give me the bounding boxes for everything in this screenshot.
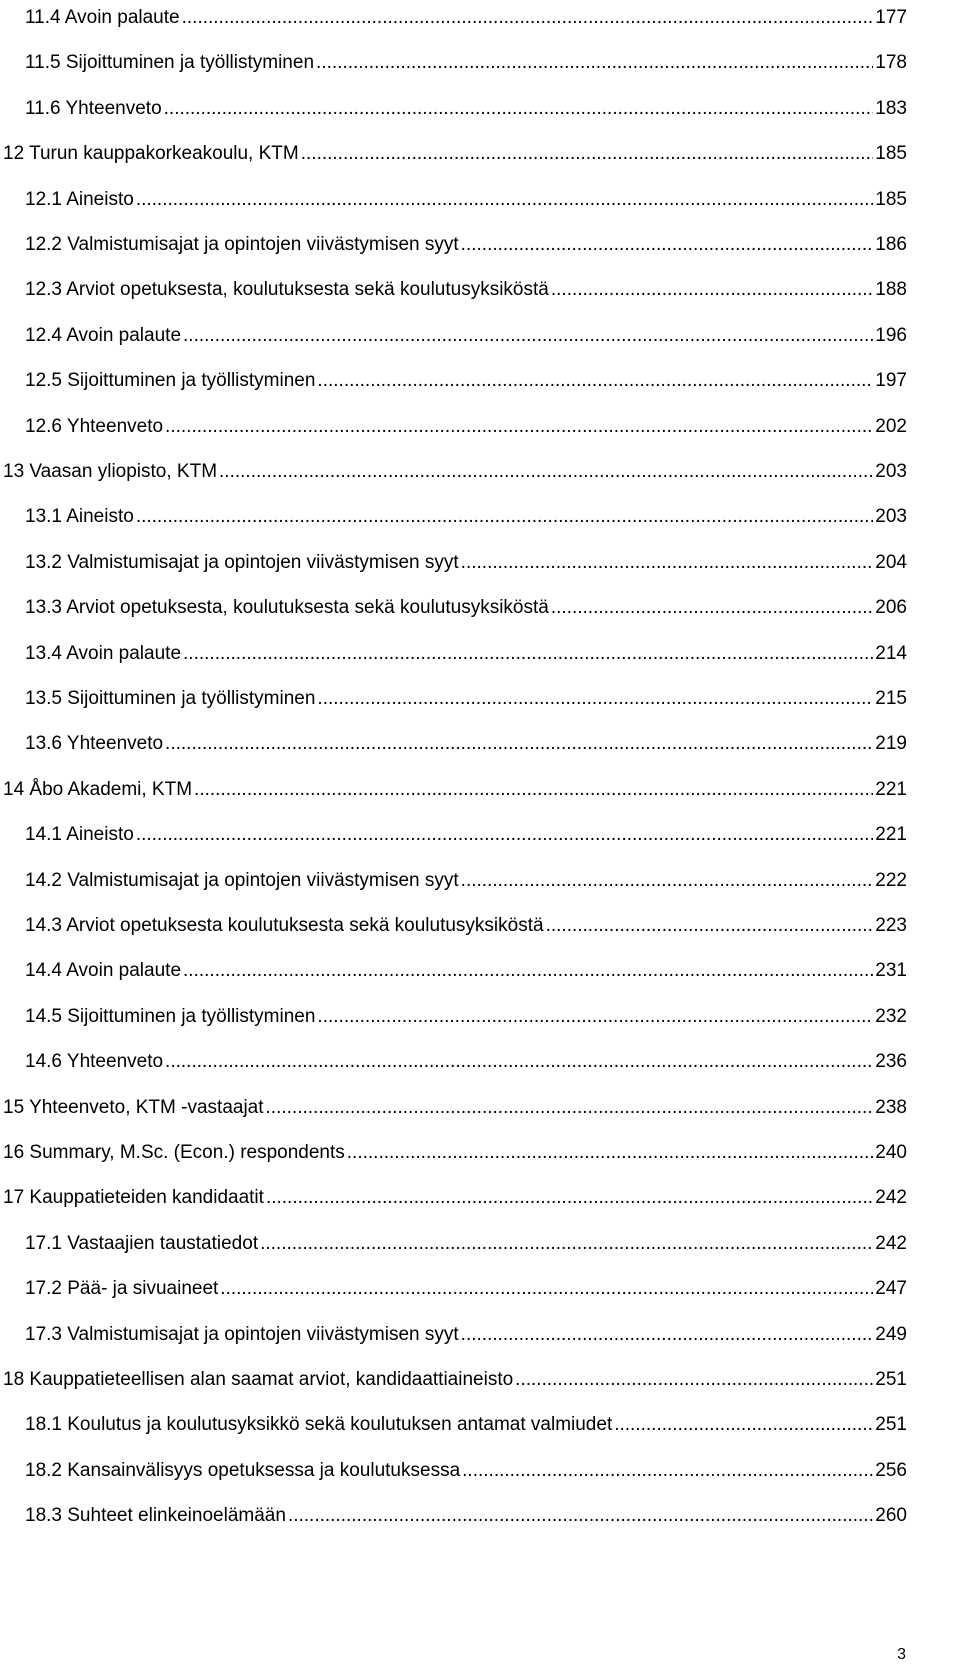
toc-entry-title: 17.3 Valmistumisajat ja opintojen viivästymisen syyt [25,1323,459,1345]
toc-entry[interactable] [25,545,907,575]
dot-leader [288,1504,873,1528]
dot-leader [461,1323,874,1347]
toc-entry[interactable] [25,227,907,257]
toc-entry[interactable] [25,1498,907,1528]
page-number: 3 [897,1646,906,1663]
toc-entry-title: 14.4 Avoin palaute [25,960,182,982]
toc-entry[interactable] [3,1090,907,1120]
dot-leader [461,869,874,893]
dot-leader [164,97,874,121]
toc-entry[interactable] [25,817,907,847]
toc-entry-title: 16 Summary, M.Sc. (Econ.) respondents [3,1142,345,1163]
toc-entry-title: 14.2 Valmistumisajat ja opintojen viivästymisen syyt [25,869,459,891]
dot-leader [266,1186,873,1210]
dot-leader [183,959,873,983]
toc-entry[interactable] [25,863,907,893]
dot-leader [317,687,873,711]
toc-entry-page: 196 [875,324,907,346]
toc-entry[interactable] [25,0,907,30]
toc-entry-title: 12 Turun kauppakorkeakoulu, KTM [3,143,299,165]
toc-entry-title: 13.1 Aineisto [25,506,134,528]
toc-entry-title: 14.5 Sijoittuminen ja työllistyminen [25,1005,316,1027]
toc-entry[interactable] [25,1044,907,1074]
toc-entry-page: 186 [875,234,907,255]
dot-leader [183,324,873,348]
dot-leader [136,505,873,529]
dot-leader [220,1277,873,1301]
toc-entry-page: 249 [875,1323,907,1345]
toc-entry-page: 223 [875,915,907,936]
toc-entry-page: 231 [875,960,907,982]
dot-leader [347,1141,874,1165]
toc-entry-page: 183 [875,97,907,119]
toc-entry[interactable] [25,1226,907,1256]
toc-entry[interactable] [25,182,907,212]
dot-leader [515,1368,873,1392]
toc-entry-page: 178 [875,52,907,74]
toc-entry[interactable] [25,318,907,348]
toc-entry-page: 247 [875,1278,907,1300]
toc-entry[interactable] [25,1271,907,1301]
toc-entry-title: 17.2 Pää- ja sivuaineet [25,1278,219,1300]
toc-entry-page: 242 [875,1187,907,1209]
toc-entry-page: 188 [875,279,907,301]
dot-leader [266,1096,874,1120]
dot-leader [136,823,873,847]
dot-leader [183,642,873,666]
toc-entry-title: 12.4 Avoin palaute [25,324,182,346]
toc-entry-page: 204 [875,551,907,573]
dot-leader [136,188,873,212]
dot-leader [551,278,873,302]
toc-entry[interactable] [25,1453,907,1483]
dot-leader [317,369,873,393]
toc-entry[interactable] [25,45,907,75]
toc-entry-title: 17 Kauppatieteiden kandidaatit [3,1187,264,1209]
dot-leader [546,914,874,938]
toc-entry[interactable] [25,91,907,121]
toc-entry-title: 13.6 Yhteenveto [25,733,164,755]
toc-entry[interactable] [3,772,907,802]
toc-entry-page: 203 [875,506,907,528]
dot-leader [165,1050,873,1074]
toc-entry-page: 206 [875,597,907,619]
toc-entry-page: 238 [875,1096,907,1118]
toc-entry-page: 185 [875,188,907,210]
dot-leader [165,415,873,439]
toc-entry-title: 14.1 Aineisto [25,824,134,846]
toc-entry-page: 260 [875,1505,907,1527]
toc-entry[interactable] [3,136,907,166]
toc-entry-title: 13.3 Arviot opetuksesta, koulutuksesta sekä koulutusyksiköstä [25,597,549,619]
dot-leader [301,142,874,166]
dot-leader [182,6,874,30]
toc-entry-title: 14.6 Yhteenveto [25,1051,164,1073]
toc-entry[interactable] [25,272,907,302]
toc-entry[interactable] [3,1362,907,1392]
toc-entry[interactable] [25,908,907,938]
toc-entry-title: 13.5 Sijoittuminen ja työllistyminen [25,688,316,709]
toc-entry-page: 256 [875,1459,907,1481]
toc-entry-title: 12.1 Aineisto [25,188,134,210]
dot-leader [165,732,873,756]
toc-entry-title: 14 Åbo Akademi, KTM [3,778,193,800]
toc-entry-page: 232 [875,1005,907,1027]
toc-entry[interactable] [3,454,907,484]
toc-entry[interactable] [25,1407,907,1437]
toc-entry-page: 221 [875,824,907,846]
toc-entry-page: 242 [875,1232,907,1254]
toc-entry-title: 13.2 Valmistumisajat ja opintojen viivästymisen syyt [25,551,459,573]
toc-entry-page: 251 [875,1414,907,1436]
toc-entry[interactable] [25,409,907,439]
toc-entry-title: 14.3 Arviot opetuksesta koulutuksesta sekä koulutusyksiköstä [25,915,544,936]
toc-entry-title: 13.4 Avoin palaute [25,642,182,664]
toc-entry-title: 12.6 Yhteenveto [25,415,164,437]
dot-leader [194,778,873,802]
toc-entry[interactable] [25,636,907,666]
dot-leader [551,596,873,620]
toc-entry-title: 11.4 Avoin palaute [25,7,180,28]
dot-leader [614,1413,873,1437]
toc-entry[interactable] [25,999,907,1029]
toc-entry-page: 203 [875,461,907,482]
toc-entry-page: 251 [875,1369,907,1390]
toc-entry-page: 219 [875,733,907,755]
toc-entry[interactable] [25,1317,907,1347]
toc-entry-title: 17.1 Vastaajien taustatiedot [25,1232,259,1254]
dot-leader [461,551,874,575]
toc-entry-title: 18.3 Suhteet elinkeinoelämään [25,1505,286,1527]
toc-entry[interactable] [25,590,907,620]
toc-entry-title: 11.5 Sijoittuminen ja työllistyminen [25,52,315,74]
toc-entry-title: 13 Vaasan yliopisto, KTM [3,461,218,482]
dot-leader [260,1232,873,1256]
dot-leader [219,460,873,484]
toc-entry-title: 12.3 Arviot opetuksesta, koulutuksesta sekä koulutusyksiköstä [25,279,549,301]
toc-entry-page: 236 [875,1051,907,1073]
toc-entry[interactable] [25,953,907,983]
toc-entry-page: 240 [875,1142,907,1163]
toc-entry-title: 11.6 Yhteenveto [25,97,162,119]
toc-entry-page: 214 [875,642,907,664]
toc-entry-page: 222 [875,869,907,891]
toc-entry-page: 177 [875,7,907,28]
toc-entry-page: 221 [875,778,907,800]
toc-entry-title: 18.1 Koulutus ja koulutusyksikkö sekä koulutuksen antamat valmiudet [25,1414,613,1436]
toc-entry-page: 197 [875,370,907,392]
toc-entry[interactable] [25,681,907,711]
toc-entry-title: 18.2 Kansainvälisyys opetuksessa ja koulutuksessa [25,1459,461,1481]
toc-entry-title: 12.2 Valmistumisajat ja opintojen viivästymisen syyt [25,234,459,255]
toc-entry[interactable] [25,363,907,393]
dot-leader [317,1005,873,1029]
toc-entry-page: 185 [875,143,907,165]
dot-leader [461,233,874,257]
toc-entry-title: 18 Kauppatieteellisen alan saamat arviot, kandidaattiaineisto [3,1369,514,1390]
toc-entry-title: 15 Yhteenveto, KTM -vastaajat [3,1096,264,1118]
dot-leader [462,1459,873,1483]
toc-entry[interactable] [25,726,907,756]
toc-entry[interactable] [3,1135,907,1165]
toc-entry-page: 202 [875,415,907,437]
dot-leader [316,51,873,75]
toc-entry[interactable] [3,1180,907,1210]
toc-entry-page: 215 [875,688,907,709]
toc-entry-title: 12.5 Sijoittuminen ja työllistyminen [25,370,316,392]
toc-entry[interactable] [25,499,907,529]
